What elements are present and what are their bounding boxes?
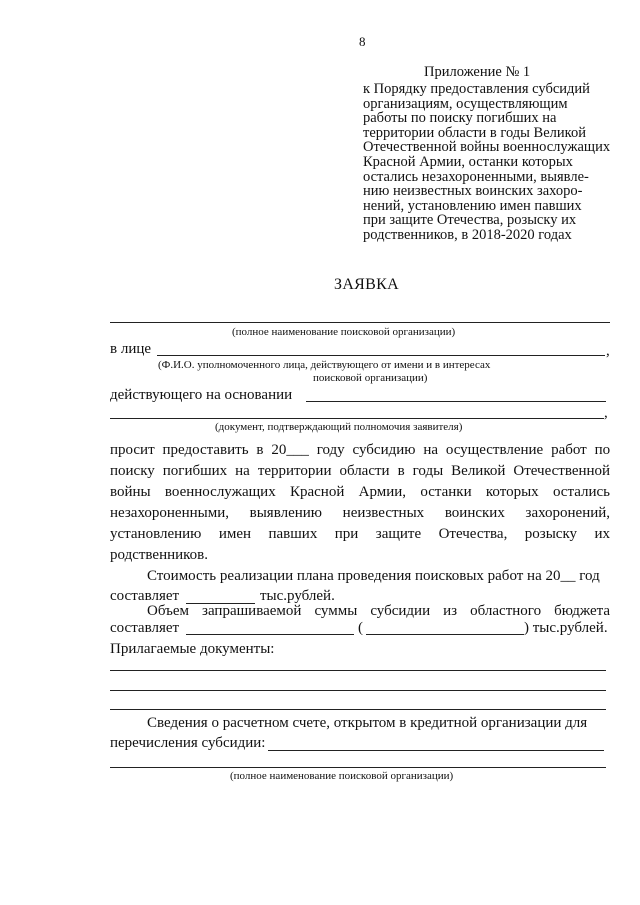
appendix-line: родственников, в 2018-2020 годах (363, 226, 572, 243)
amount-prefix: составляет (110, 620, 180, 636)
amount-line-1: Объем запрашиваемой суммы субсидии из областного бюджета (147, 603, 611, 619)
attachments-line[interactable] (110, 670, 606, 671)
account-line-1: Сведения о расчетном счете, открытом в кредитной организации для (147, 715, 588, 731)
account-line-2: перечисления субсидии: (110, 735, 266, 751)
bottom-caption: (полное наименование поисковой организации) (230, 770, 454, 782)
person-comma: , (606, 343, 610, 359)
amount-field[interactable] (186, 634, 354, 635)
basis-caption: (документ, подтверждающий полномочия заявителя) (215, 421, 463, 433)
account-field-2[interactable] (110, 767, 606, 768)
amount-paren-close: ) тыс.рублей. (524, 620, 608, 636)
org-name-field[interactable] (110, 322, 610, 323)
basis-comma: , (604, 405, 608, 421)
request-last-line: родственников. (110, 547, 209, 563)
appendix-line: территории области в годы Великой (363, 124, 586, 141)
appendix-line: организациям, осуществляющим (363, 95, 568, 112)
appendix-title: Приложение № 1 (424, 64, 531, 80)
appendix-line: нию неизвестных воинских захоро- (363, 183, 583, 200)
person-name-field[interactable] (157, 355, 605, 356)
appendix-line: Отечественной войны военнослужащих (363, 139, 611, 156)
request-line: незахороненными, выявлению неизвестных воинских захоронений, (110, 505, 611, 521)
cost-prefix: составляет (110, 588, 180, 604)
request-line: войны военнослужащих Красной Армии, останки которых остались (110, 484, 611, 500)
request-line: поиску погибших на территории области в годы Великой Отечественной (110, 463, 611, 479)
amount-words-field[interactable] (366, 634, 524, 635)
org-name-caption: (полное наименование поисковой организации) (232, 326, 456, 338)
attachments-label: Прилагаемые документы: (110, 641, 275, 657)
appendix-line: нений, установлению имен павших (363, 197, 582, 214)
appendix-line: при защите Отечества, розыску их (363, 212, 577, 229)
person-caption-line-2: поисковой организации) (313, 372, 428, 384)
request-line: установлению имен павших при защите Отечества, розыску их (110, 526, 610, 542)
appendix-line: остались незахороненными, выявле- (363, 168, 589, 185)
page-number: 8 (359, 34, 366, 49)
person-caption-line-1: (Ф.И.О. уполномоченного лица, действующего от имени и в интересах (158, 359, 491, 371)
form-title: ЗАЯВКА (334, 276, 399, 293)
person-label: в лице (110, 341, 152, 357)
cost-suffix: тыс.рублей. (260, 588, 335, 604)
attachments-line[interactable] (110, 690, 606, 691)
attachments-line[interactable] (110, 709, 606, 710)
appendix-line: Красной Армии, останки которых (363, 153, 573, 170)
appendix-line: к Порядку предоставления субсидий (363, 81, 590, 97)
basis-label: действующего на основании (110, 387, 293, 403)
account-field[interactable] (268, 750, 604, 751)
appendix-line: работы по поиску погибших на (363, 110, 557, 127)
appendix-text (363, 82, 623, 243)
basis-field-2[interactable] (110, 418, 604, 419)
amount-paren-open: ( (358, 620, 363, 636)
basis-field[interactable] (306, 401, 606, 402)
request-line: просит предоставить в 20___ году субсидию на осуществление работ по (110, 442, 611, 458)
cost-line-1: Стоимость реализации плана проведения поисковых работ на 20__ год (147, 568, 600, 584)
